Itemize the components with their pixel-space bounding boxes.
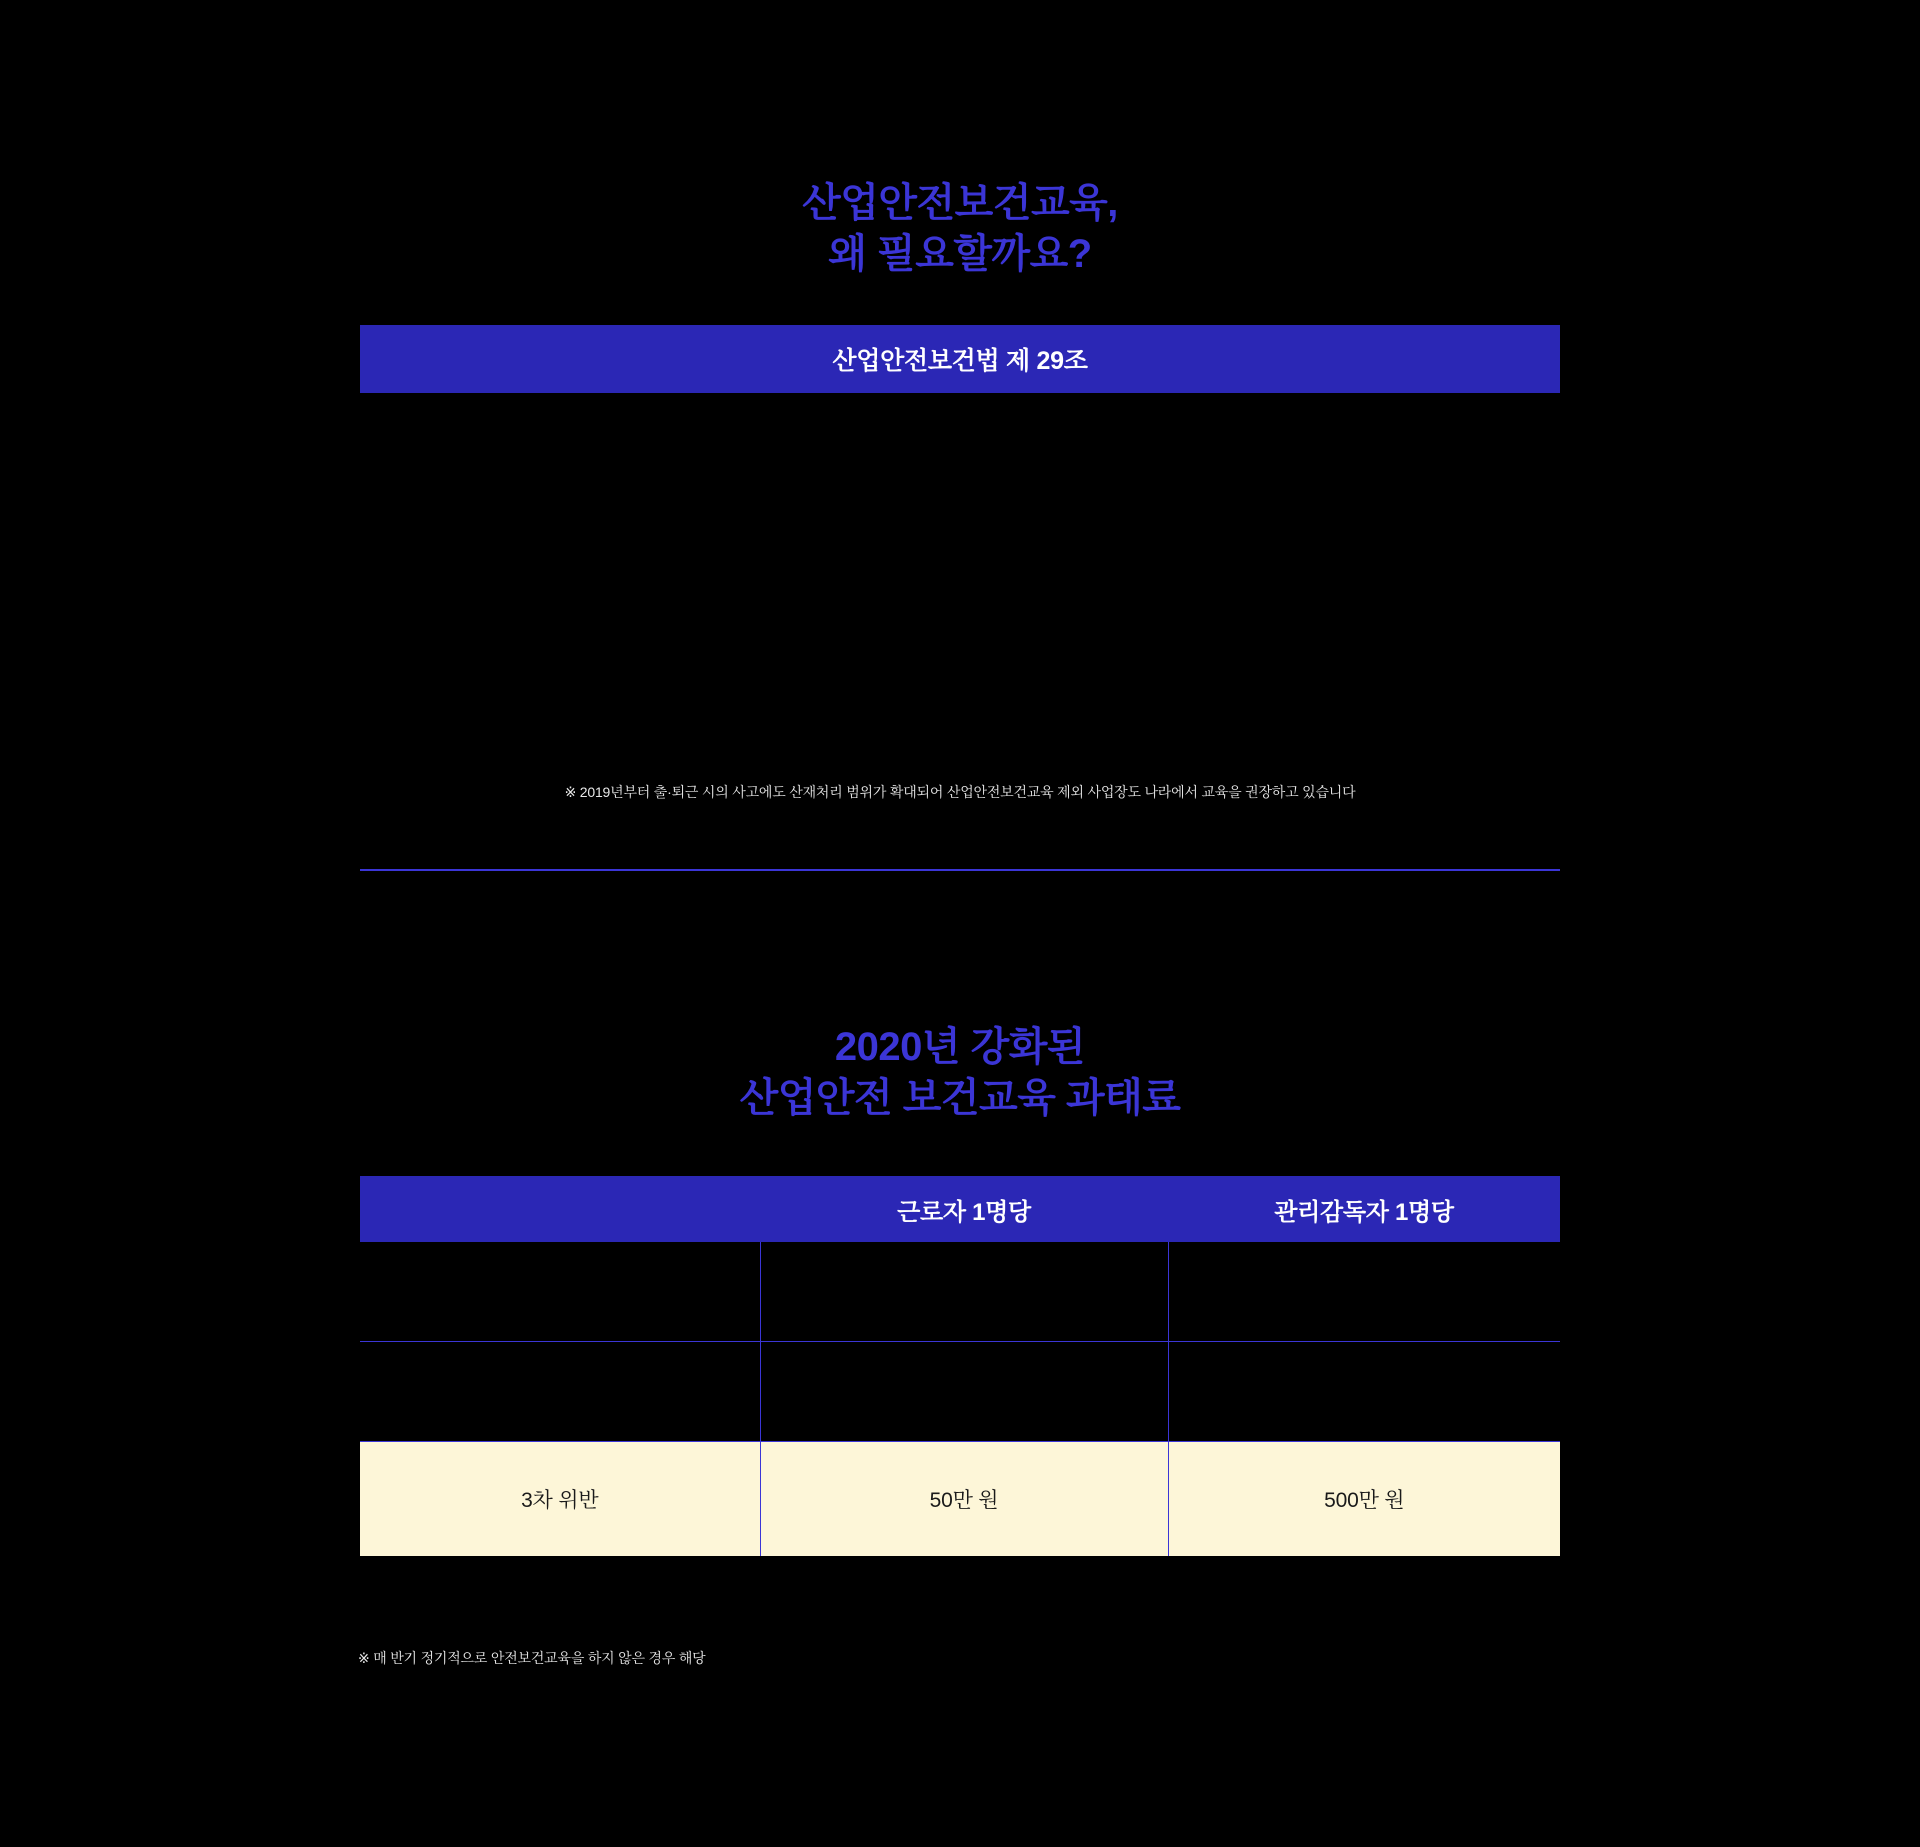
table-row [360,1242,1560,1342]
table-header-row [360,1176,1560,1242]
table-cell-worker-fine: 50만 원 [760,1442,1168,1557]
table-cell-supervisor-fine: 500만 원 [1168,1442,1560,1557]
page-title-why-line-2: 왜 필요할까요? [828,232,1092,277]
table-cell [360,1342,760,1442]
footnote-semiannual-training: ※ 매 반기 정기적으로 안전보건교육을 하지 않은 경우 해당 [358,1650,706,1666]
page-title-penalty [0,1022,1920,1124]
law-banner-label: 산업안전보건법 제 29조 [832,347,1088,375]
table-header-cell-0 [360,1176,760,1242]
penalty-table-head [360,1176,1560,1242]
table-cell [760,1342,1168,1442]
table-cell [360,1242,760,1342]
footnote-commuting-accident: ※ 2019년부터 출·퇴근 시의 사고에도 산재처리 범위가 확대되어 산업안전보건교육 제외 사업장도 나라에서 교육을 권장하고 있습니다 [564,784,1356,800]
page-title-why [0,178,1920,280]
table-cell [760,1242,1168,1342]
table-header-cell-1: 근로자 1명당 [760,1176,1168,1242]
section-divider [360,869,1560,871]
table-row-highlighted [360,1442,1560,1557]
page-title-penalty-line-2: 산업안전 보건교육 과태료 [739,1076,1181,1121]
table-header-cell-2: 관리감독자 1명당 [1168,1176,1560,1242]
penalty-table-body [360,1242,1560,1556]
penalty-table [360,1176,1560,1556]
table-cell [1168,1342,1560,1442]
page-title-penalty-line-1: 2020년 강화된 [834,1025,1086,1069]
law-banner [360,325,1560,393]
table-cell-violation-label: 3차 위반 [360,1442,760,1557]
table-row [360,1342,1560,1442]
page-title-why-line-1: 산업안전보건교육, [802,181,1118,225]
table-cell [1168,1242,1560,1342]
